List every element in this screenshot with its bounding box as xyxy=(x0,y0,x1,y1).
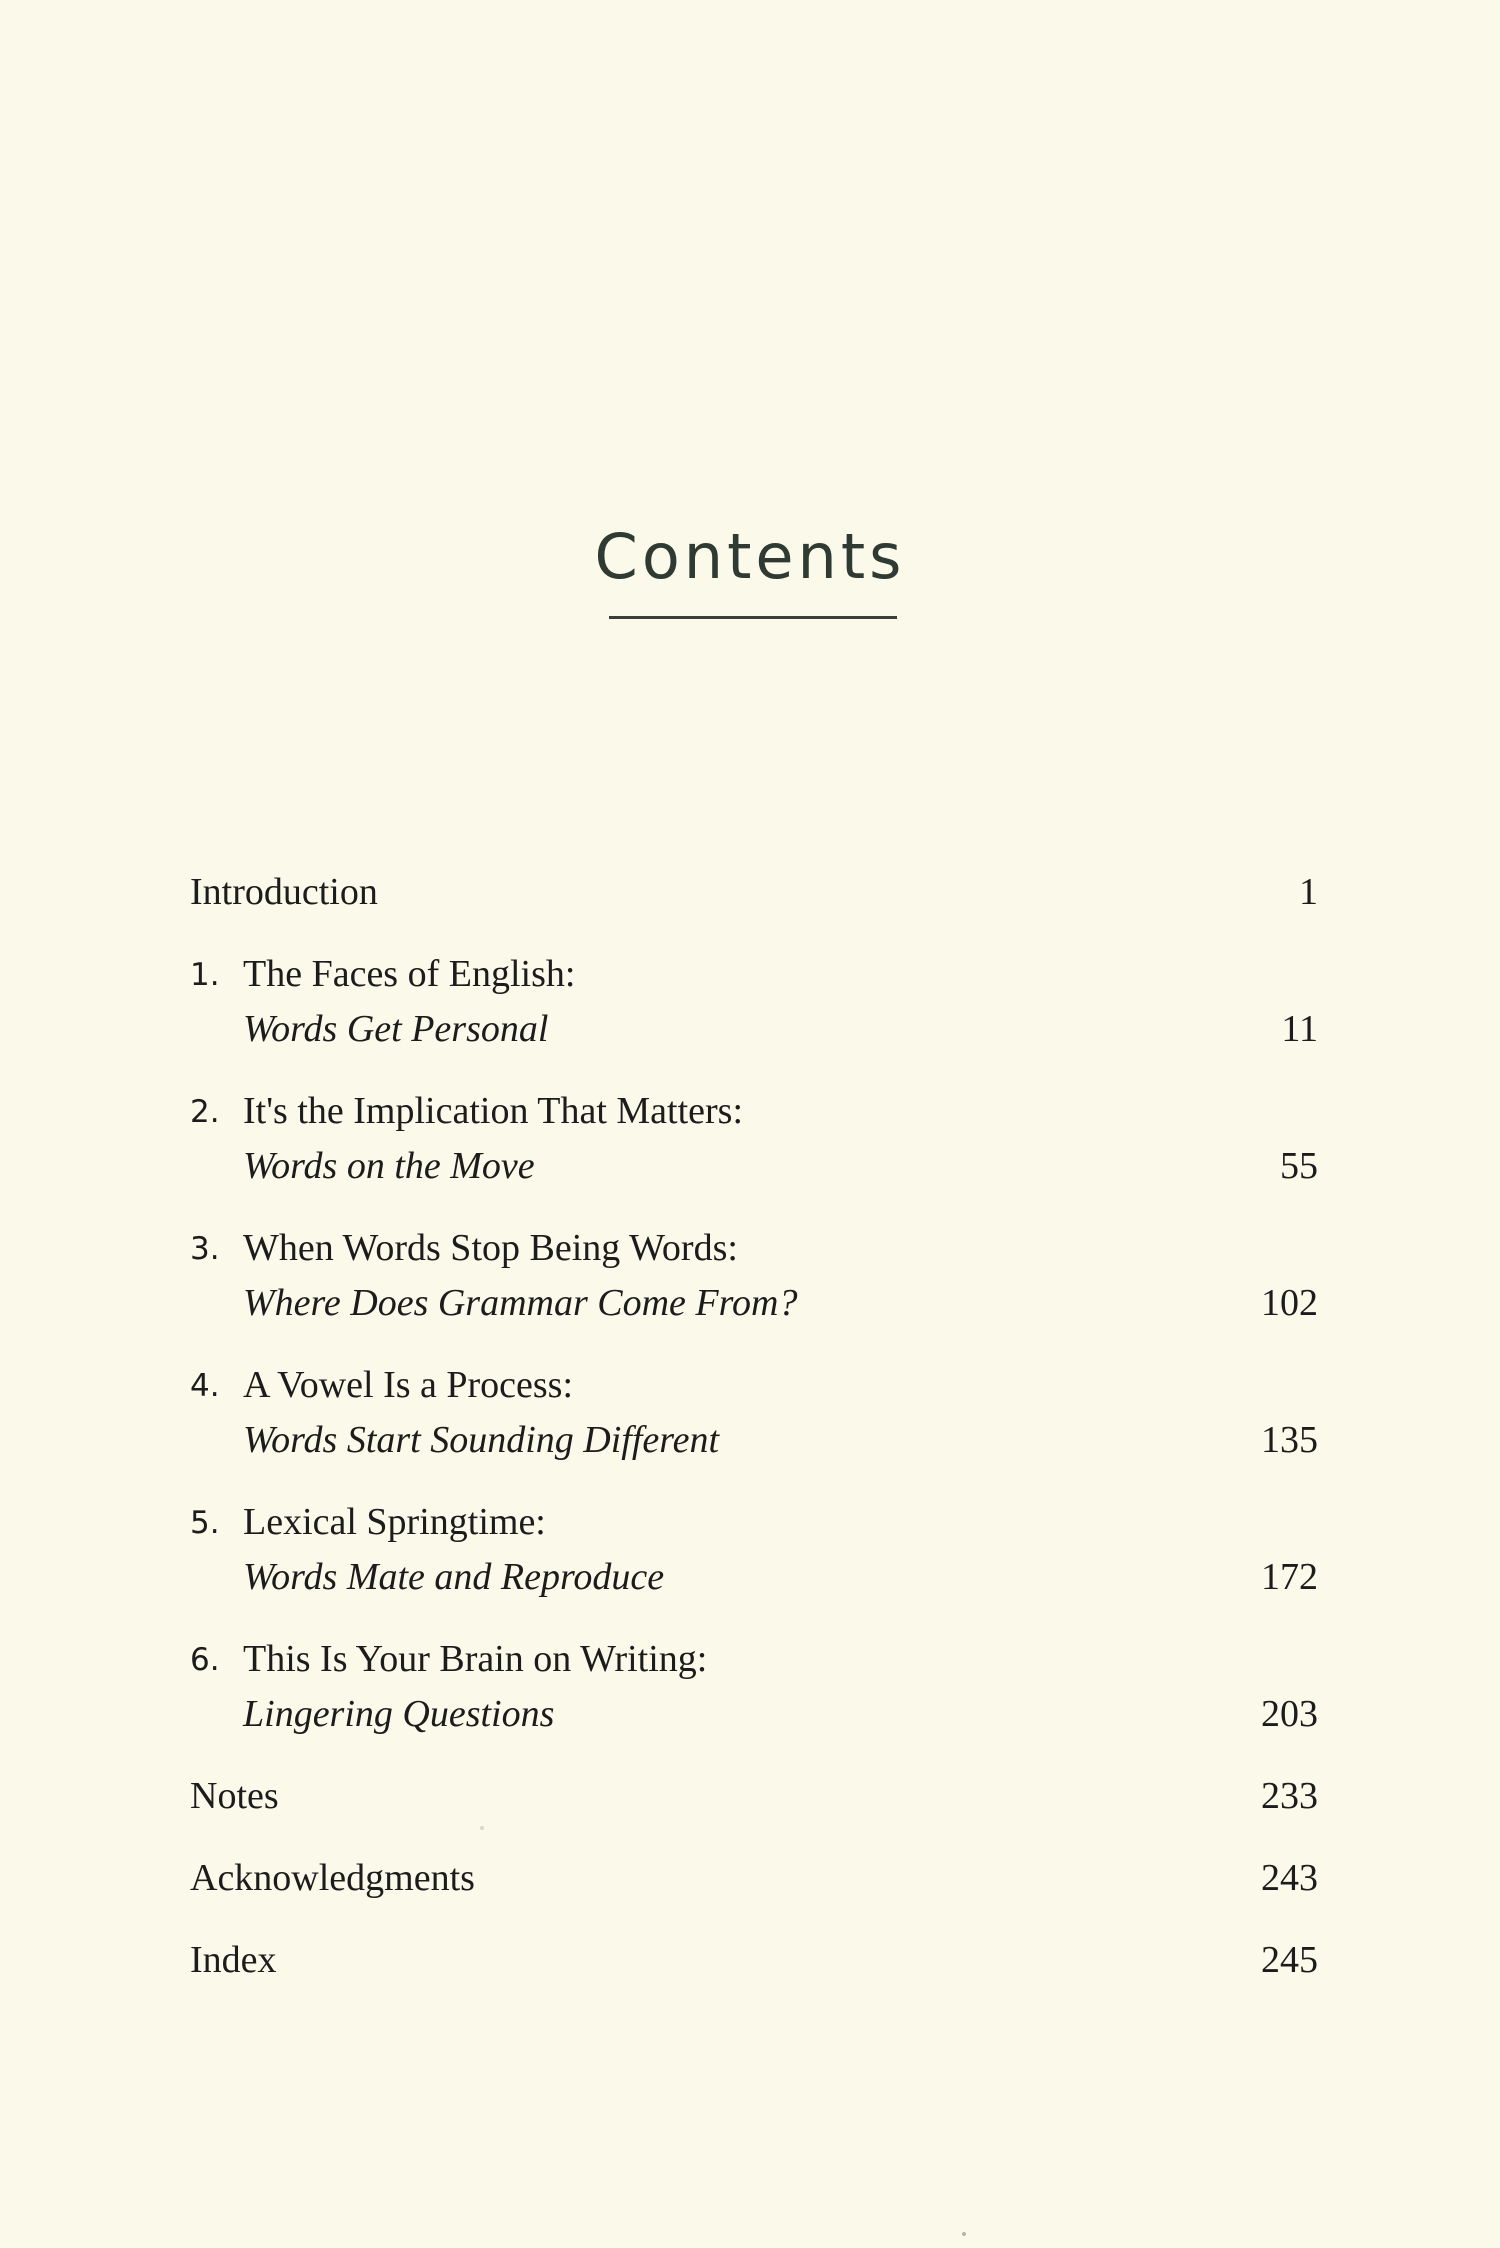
toc-entry-title: Acknowledgments xyxy=(190,1857,475,1899)
toc-page-number: 233 xyxy=(1261,1775,1318,1817)
chapter-number: 4. xyxy=(190,1368,220,1404)
title-underline xyxy=(609,616,897,619)
toc-page-number: 245 xyxy=(1261,1939,1318,1981)
chapter-title: This Is Your Brain on Writing: xyxy=(243,1638,708,1680)
toc-entry-title: Introduction xyxy=(190,871,378,913)
chapter-subtitle: Where Does Grammar Come From? xyxy=(243,1282,798,1324)
paper-speck xyxy=(480,1826,484,1830)
chapter-number: 5. xyxy=(190,1505,220,1541)
toc-page-number: 55 xyxy=(1280,1145,1318,1187)
chapter-number: 1. xyxy=(190,957,220,993)
chapter-title: Lexical Springtime: xyxy=(243,1501,546,1543)
toc-page-number: 11 xyxy=(1281,1008,1318,1050)
toc-page-number: 243 xyxy=(1261,1857,1318,1899)
chapter-title: A Vowel Is a Process: xyxy=(243,1364,574,1406)
chapter-title: When Words Stop Being Words: xyxy=(243,1227,738,1269)
toc-page-number: 203 xyxy=(1261,1693,1318,1735)
toc-page-number: 135 xyxy=(1261,1419,1318,1461)
chapter-subtitle: Words Mate and Reproduce xyxy=(243,1556,665,1598)
toc-page-number: 102 xyxy=(1261,1282,1318,1324)
chapter-number: 6. xyxy=(190,1642,220,1678)
chapter-title: It's the Implication That Matters: xyxy=(243,1090,744,1132)
toc-entry-title: Notes xyxy=(190,1775,279,1817)
toc-entry-title: Index xyxy=(190,1939,277,1981)
chapter-number: 3. xyxy=(190,1231,220,1267)
chapter-subtitle: Words Start Sounding Different xyxy=(243,1419,720,1461)
chapter-subtitle: Words on the Move xyxy=(243,1145,535,1187)
chapter-number: 2. xyxy=(190,1094,220,1130)
page-title: Contents xyxy=(594,520,906,593)
chapter-subtitle: Words Get Personal xyxy=(243,1008,549,1050)
paper-speck xyxy=(962,2232,966,2236)
toc-page-number: 1 xyxy=(1299,871,1318,913)
chapter-subtitle: Lingering Questions xyxy=(243,1693,555,1735)
chapter-title: The Faces of English: xyxy=(243,953,576,995)
toc-page-number: 172 xyxy=(1261,1556,1318,1598)
